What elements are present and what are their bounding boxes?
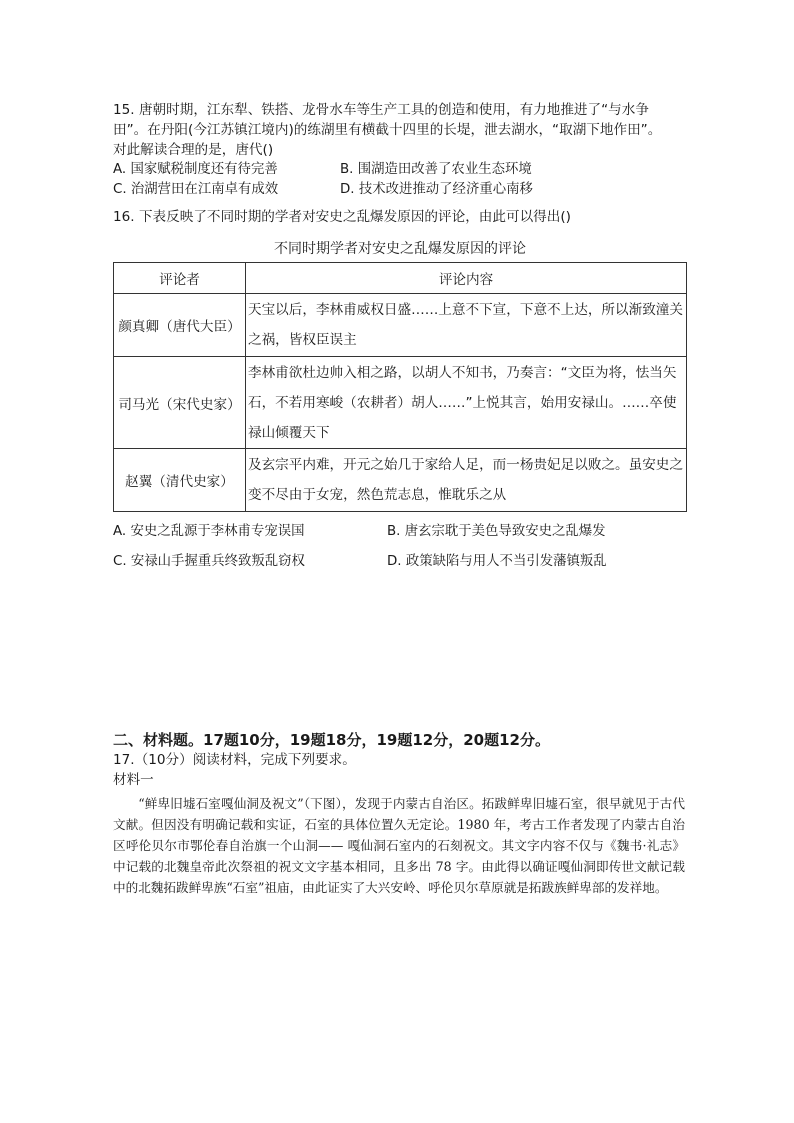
row-content-line: 天宝以后，李林甫威权日盛……上意不下宣，下意不上达，所以渐致潼关 xyxy=(248,302,683,318)
q16-option-d: D. 政策缺陷与用人不当引发藩镇叛乱 xyxy=(387,554,607,569)
q15-option-a: A. 国家赋税制度还有待完善 xyxy=(113,162,278,177)
header-content: 评论内容 xyxy=(246,263,687,294)
q15-line-1: 15. 唐朝时期，江东犁、铁搭、龙骨水车等生产工具的创造和使用，有力地推进了“与水争 xyxy=(113,102,649,118)
row-content-line: 之祸，皆权臣误主 xyxy=(248,332,357,348)
row-content-line: 变不尽由于女宠，然色荒志息，惟耽乐之从 xyxy=(248,487,507,503)
row-content-line: 李林甫欲杜边帅入相之路，以胡人不知书，乃奏言：“文臣为将，怯当矢 xyxy=(248,364,677,381)
header-commenter: 评论者 xyxy=(114,263,246,294)
q15-option-d: D. 技术改进推动了经济重心南移 xyxy=(340,182,533,197)
material-label: 材料一 xyxy=(113,772,154,788)
row-commenter: 颜真卿（唐代大臣） xyxy=(114,294,246,357)
table-row xyxy=(114,294,687,357)
row-content xyxy=(246,449,687,512)
material-paragraph: “鲜卑旧墟石室嘎仙洞及祝文”（下图），发现于内蒙古自治区。拓跋鲜卑旧墟石室，很早就见于古代文献。但因没有明确记载和实证，石室的具体位置久无定论。1980 年，考古工作者发现了内蒙古自治区呼伦贝尔市鄂伦春自治旗一个山洞—— 嘎仙洞石室内的石刻祝文。其文字内容不仅与《魏书·礼志》中记载的北魏皇帝此次祭祖的祝文文字基本相同，且多出 78 字。由此得以确证嘎仙洞即传世文献记载中的北魏拓跋鲜卑族“石室”祖庙，由此证实了大兴安岭、呼伦贝尔草原就是拓跋族鲜卑部的发祥地。 xyxy=(113,796,685,895)
table-caption: 不同时期学者对安史之乱爆发原因的评论 xyxy=(274,241,526,257)
q17-instruction: 17.（10分）阅读材料，完成下列要求。 xyxy=(113,752,356,768)
q16-option-a: A. 安史之乱源于李林甫专宠误国 xyxy=(113,524,305,539)
q15-option-b: B. 围湖造田改善了农业生态环境 xyxy=(340,162,532,177)
q16-option-c: C. 安禄山手握重兵终致叛乱窃权 xyxy=(113,554,305,569)
comment-table xyxy=(113,262,687,512)
row-content-line: 禄山倾覆天下 xyxy=(248,424,330,441)
row-content-line: 石，不若用寒峻（农耕者）胡人……”上悦其言，始用安禄山。……卒使 xyxy=(248,394,677,411)
q16-stem: 16. 下表反映了不同时期的学者对安史之乱爆发原因的评论，由此可以得出() xyxy=(113,209,571,225)
row-commenter: 赵翼（清代史家） xyxy=(114,449,246,512)
q15-line-3: 对此解读合理的是，唐代() xyxy=(113,142,274,158)
q15-line-2: 田”。在丹阳(今江苏镇江境内)的练湖里有横截十四里的长堤，泄去湖水，“取湖下地作田”。 xyxy=(113,122,662,138)
row-commenter: 司马光（宋代史家） xyxy=(114,357,246,449)
table-row xyxy=(114,357,687,449)
row-content xyxy=(246,294,687,357)
row-content-line: 及玄宗平内难，开元之始几于家给人足，而一杨贵妃足以败之。虽安史之 xyxy=(248,457,683,473)
table-header-row xyxy=(114,263,687,294)
table-row xyxy=(114,449,687,512)
q16-option-b: B. 唐玄宗耽于美色导致安史之乱爆发 xyxy=(387,524,606,539)
q15-option-c: C. 治湖营田在江南卓有成效 xyxy=(113,182,279,197)
row-content xyxy=(246,357,687,449)
section-title: 二、材料题。17题10分，19题18分，19题12分，20题12分。 xyxy=(113,731,550,749)
